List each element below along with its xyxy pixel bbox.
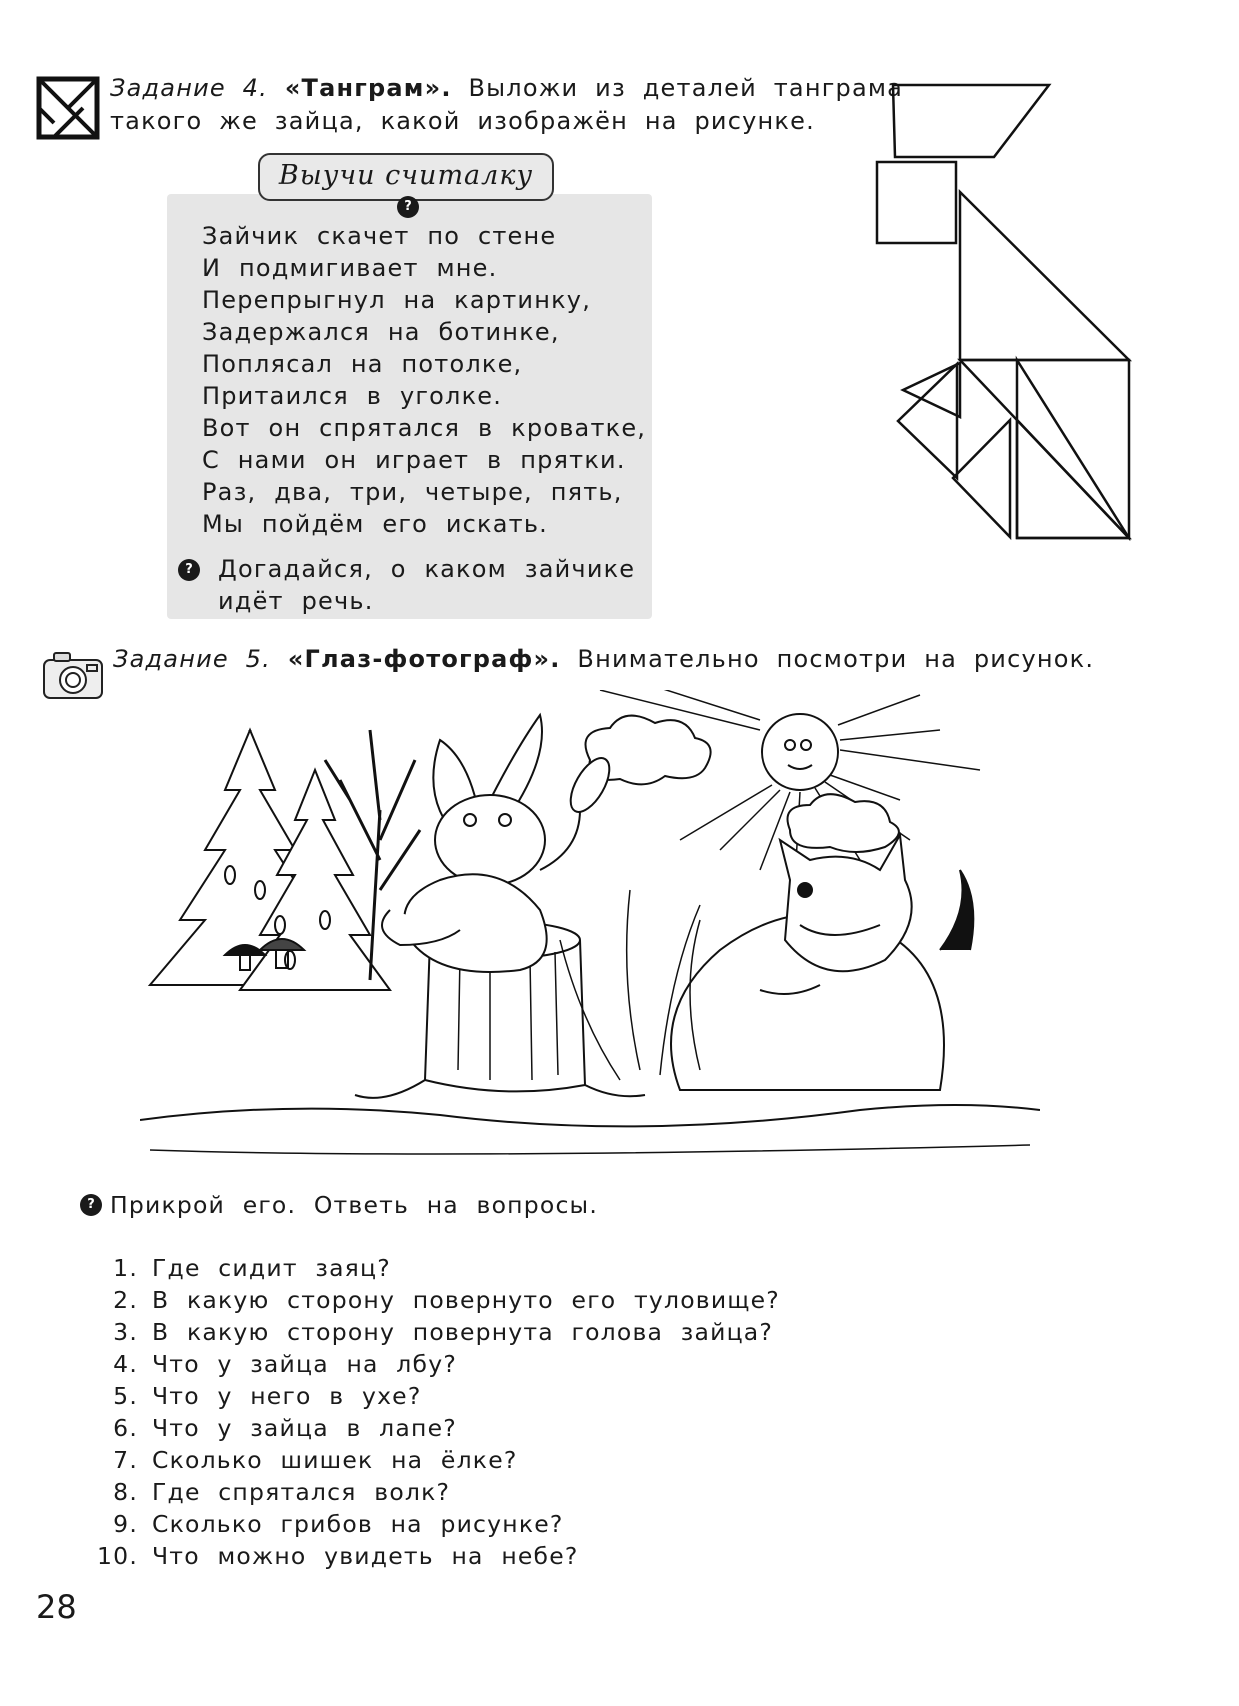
cloud-icon xyxy=(788,794,899,852)
rhyme-line: Поплясал на потолке, xyxy=(202,350,523,378)
task5-text: Внимательно посмотри на рисунок. xyxy=(577,645,1095,673)
question-item: 6. Что у зайца в лапе? xyxy=(113,1414,457,1442)
rhyme-text xyxy=(202,220,646,540)
task4-line2: такого же зайца, какой изображён на рисунке. xyxy=(110,107,815,135)
task4-text: Выложи из деталей танграма xyxy=(468,74,904,102)
task4-label: Задание 4. xyxy=(110,74,268,102)
rhyme-line: Мы пойдём его искать. xyxy=(202,510,548,538)
task5-title: «Глаз-фотограф». xyxy=(287,645,561,673)
question-item: 1. Где сидит заяц? xyxy=(113,1254,391,1282)
question-item: 9. Сколько грибов на рисунке? xyxy=(113,1510,564,1538)
question-list xyxy=(80,1252,780,1572)
question-item: 7. Сколько шишек на ёлке? xyxy=(113,1446,518,1474)
task4-title: «Танграм». xyxy=(284,74,452,102)
learn-rhyme-banner: Выучи считалку xyxy=(258,153,554,201)
tangram-task-icon xyxy=(36,76,100,140)
rhyme-line: Вот он спрятался в кроватке, xyxy=(202,414,647,442)
question-marker-icon: ? xyxy=(178,559,200,581)
task4-line1 xyxy=(110,72,903,105)
rhyme-line: Притаился в уголке. xyxy=(202,382,503,410)
task5-label: Задание 5. xyxy=(113,645,271,673)
question-marker-icon: ? xyxy=(80,1194,102,1216)
rhyme-line: И подмигивает мне. xyxy=(202,254,498,282)
task5-line xyxy=(113,643,1094,676)
rhyme-line: Зайчик скачет по стене xyxy=(202,222,557,250)
forest-illustration xyxy=(140,690,1040,1180)
task5-instruction: Прикрой его. Ответь на вопросы. xyxy=(110,1191,598,1219)
camera-icon xyxy=(40,648,108,702)
hare-icon xyxy=(382,715,617,972)
question-item: 10. Что можно увидеть на небе? xyxy=(97,1542,579,1570)
question-item: 3. В какую сторону повернута голова зайца? xyxy=(113,1318,774,1346)
question-item: 2. В какую сторону повернуто его туловище? xyxy=(113,1286,780,1314)
rhyme-line: Задержался на ботинке, xyxy=(202,318,560,346)
banner-marker-icon: ? xyxy=(397,196,419,218)
page-number: 28 xyxy=(36,1588,77,1626)
rhyme-line: Раз, два, три, четыре, пять, xyxy=(202,478,623,506)
tangram-rabbit-figure xyxy=(865,80,1145,550)
question-item: 5. Что у него в ухе? xyxy=(113,1382,422,1410)
wolf-icon xyxy=(671,835,973,1090)
rhyme-line: Перепрыгнул на картинку, xyxy=(202,286,592,314)
question-item: 4. Что у зайца на лбу? xyxy=(113,1350,457,1378)
question-item: 8. Где спрятался волк? xyxy=(113,1478,451,1506)
rhyme-prompt-line2: идёт речь. xyxy=(218,587,374,615)
rhyme-prompt-line1: Догадайся, о каком зайчике xyxy=(218,555,636,583)
rhyme-line: С нами он играет в прятки. xyxy=(202,446,626,474)
